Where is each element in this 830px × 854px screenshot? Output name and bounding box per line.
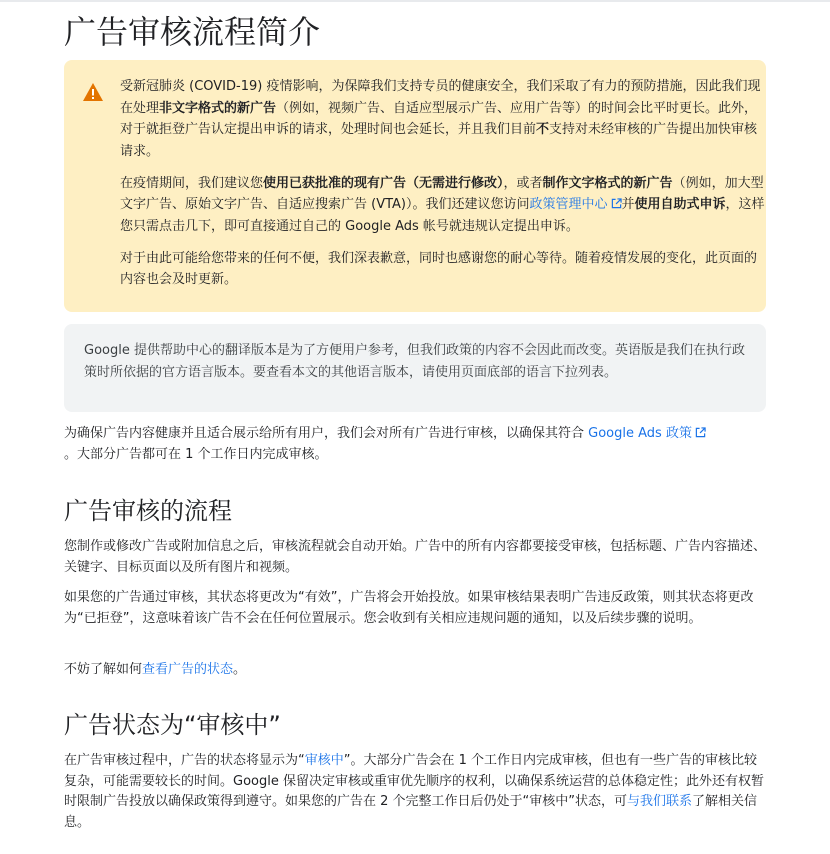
google-ads-policy-link[interactable] xyxy=(588,426,706,441)
bold-run: 非文字格式的新广告 xyxy=(159,100,277,116)
warning-paragraph-2 xyxy=(120,173,766,238)
review-process-paragraph-3 xyxy=(64,660,766,681)
review-process-paragraph-2: 如果您的广告通过审核，其状态将更改为“有效”，广告将会开始投放。如果审核结果表明广告违反政策，则其状态将更改为“已拒登”，这意味着该广告不会在任何位置展示。您会收到有关相应违规问题的通知，以及后续步骤的说明。 xyxy=(64,590,754,626)
text-run: （例如，视频广告、自适应型展示广告、应用广告等）的时间会比平时更长。此外，对于就拒登广告认定提出申诉的请求，处理时间也会延长，并且我们目前 xyxy=(120,100,758,137)
translation-note-text: Google 提供帮助中心的翻译版本是为了方便用户参考，但我们政策的内容不会因此而改变。英语版是我们在执行政策时所依据的官方语言版本。要查看本文的其他语言版本，请使用页面底部的语言下拉列表。 xyxy=(84,343,745,380)
text-run: 为确保广告内容健康并且适合展示给所有用户，我们会对所有广告进行审核，以确保其符合 xyxy=(64,426,589,441)
text-run: 在疫情期间，我们建议您 xyxy=(120,175,264,191)
top-divider xyxy=(0,0,830,2)
warning-paragraph-3: 对于由此可能给您带来的任何不便，我们深表歉意，同时也感谢您的耐心等待。随着疫情发展的变化，此页面的内容也会及时更新。 xyxy=(120,250,758,287)
external-link-icon xyxy=(611,198,622,209)
warning-text xyxy=(120,76,766,301)
page-title: 广告审核流程简介 xyxy=(64,13,321,51)
text-run: 并 xyxy=(621,197,635,212)
text-run: ，这样您只需点击几下，即可直接通过自己的 Google Ads 帐号就违规认定提出申诉。 xyxy=(120,197,765,234)
text-run: 在广告审核过程中，广告的状态将显示为“ xyxy=(64,753,305,768)
view-ad-status-link[interactable]: 查看广告的状态 xyxy=(142,662,234,677)
under-review-paragraph xyxy=(64,751,766,833)
review-process-paragraph-1: 您制作或修改广告或附加信息之后，审核流程就会自动开始。广告中的所有内容都要接受审核，包括标题、广告内容描述、关键字、目标页面以及所有图片和视频。 xyxy=(64,539,767,575)
text-run: ”。大部分广告会在 1 个工作日内完成审核，但也有一些广告的审核比较复杂，可能需要较长的时间。Google 保留决定审核或重审优先顺序的权利，以确保系统运营的总体稳定性；此外还有权暂时限制广告投放以确保政策得到遵守。如果您的广告在 2 个完整工作日后仍处于“审核中”状态，可 xyxy=(64,753,764,809)
warning-triangle-icon xyxy=(82,82,104,102)
text-run: （例如，加大型文字广告、原始文字广告、自适应搜索广告 (VTA)）。我们还建议您访问 xyxy=(120,175,764,212)
text-run: 了解相关信息。 xyxy=(64,794,758,830)
bold-run: 制作文字格式的新广告 xyxy=(542,175,673,191)
text-run: 。 xyxy=(233,662,247,677)
text-run: ，或者 xyxy=(503,175,543,191)
link-label: 政策管理中心 xyxy=(529,197,608,212)
policy-manager-link[interactable] xyxy=(530,197,622,212)
bold-run: 使用已获批准的现有广告（无需进行修改） xyxy=(263,175,504,191)
under-review-link[interactable]: 审核中 xyxy=(304,753,344,768)
intro-paragraph xyxy=(64,424,766,465)
bold-run: 不 xyxy=(536,122,550,137)
text-run: 不妨了解如何 xyxy=(64,662,143,677)
link-label: Google Ads 政策 xyxy=(588,426,692,441)
warning-paragraph-1 xyxy=(120,76,766,162)
text-run: 受新冠肺炎 (COVID-19) 疫情影响，为保障我们支持专员的健康安全，我们采取了有力的预防措施，因此我们现在处理 xyxy=(120,79,761,116)
text-run: 。大部分广告都可在 1 个工作日内完成审核。 xyxy=(64,446,328,462)
covid-warning-callout xyxy=(64,60,766,312)
contact-us-link[interactable]: 与我们联系 xyxy=(627,794,693,809)
section-heading-under-review: 广告状态为“审核中” xyxy=(64,711,281,739)
bold-run: 使用自助式申诉 xyxy=(634,197,726,212)
translation-note xyxy=(64,324,766,412)
external-link-icon xyxy=(695,427,706,438)
section-heading-review-process: 广告审核的流程 xyxy=(64,497,232,525)
text-run: 支持对未经审核的广告提出加快审核请求。 xyxy=(120,122,758,159)
